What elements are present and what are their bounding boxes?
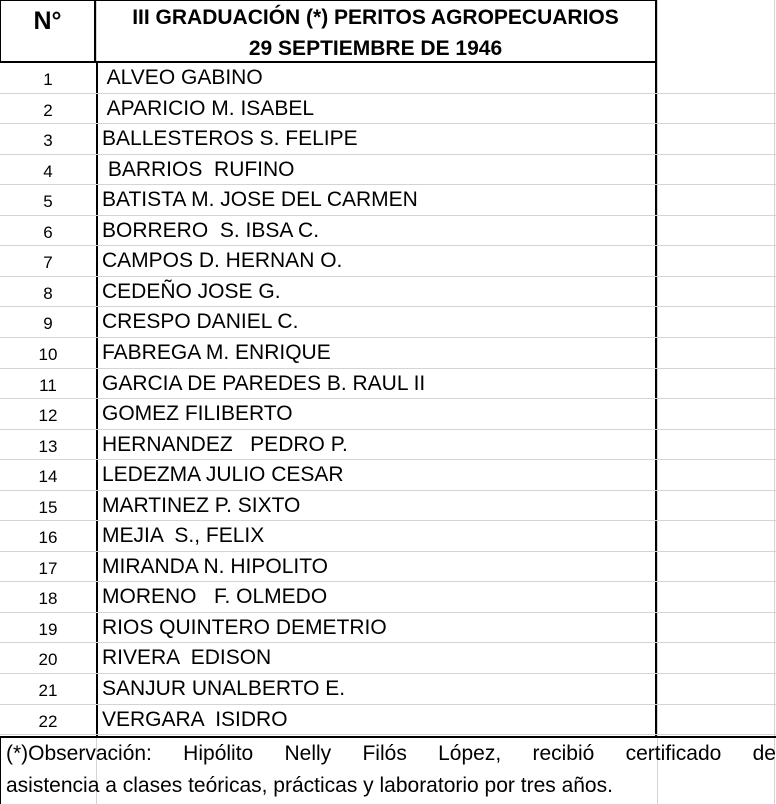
row-number: 16 [38,528,58,548]
graduate-name: LEDEZMA JULIO CESAR [102,463,344,487]
graduate-name: BARRIOS RUFINO [102,157,295,181]
graduate-name: BORRERO S. IBSA C. [102,218,320,242]
row-number: 4 [43,161,53,181]
row-number: 6 [43,222,53,242]
table-row [0,521,776,552]
row-number: 5 [43,192,53,212]
graduate-name: GOMEZ FILIBERTO [102,402,293,426]
graduate-name: VERGARA ISIDRO [102,707,288,731]
grid-line [0,734,776,735]
graduate-name: ALVEO GABINO [102,66,263,89]
row-number: 21 [38,681,58,700]
graduate-name: CEDEÑO JOSE G. [102,279,281,303]
table-row [0,582,776,613]
table-row [0,155,776,186]
table-row [0,124,776,155]
graduate-name: HERNANDEZ PEDRO P. [102,432,348,456]
footnote-line-1: (*)Observación: Hipólito Nelly Filós López, recibió certificado de [6,742,776,765]
graduate-name: BALLESTEROS S. FELIPE [102,127,358,151]
table-row [0,216,776,247]
table-row [0,369,776,400]
graduate-name: APARICIO M. ISABEL [102,96,315,120]
graduate-name: RIOS QUINTERO DEMETRIO [102,615,387,639]
title-line-1: III GRADUACIÓN (*) PERITOS AGROPECUARIOS [132,6,619,29]
graduate-name: MARTINEZ P. SIXTO [102,493,301,517]
graduate-name: SANJUR UNALBERTO E. [102,677,346,700]
graduate-name: GARCIA DE PAREDES B. RAUL II [102,371,426,395]
row-number: 2 [43,100,53,120]
row-number: 19 [38,619,58,639]
graduate-name: BATISTA M. JOSE DEL CARMEN [102,188,418,212]
row-number: 15 [38,497,58,517]
graduate-name: MORENO F. OLMEDO [102,585,328,609]
graduate-name: CRESPO DANIEL C. [102,310,299,334]
row-number: 12 [38,406,58,426]
graduate-name: FABREGA M. ENRIQUE [102,340,331,364]
row-number: 9 [43,314,53,334]
table-row [0,246,776,277]
row-number: 18 [38,589,58,609]
row-number: 14 [38,467,58,487]
number-column-header [0,0,96,62]
table-row [0,491,776,522]
row-number: 20 [38,650,58,670]
table-row [0,399,776,430]
table-row [0,430,776,461]
table-row [0,338,776,369]
table-row [0,552,776,583]
graduate-name: MEJIA S., FELIX [102,524,265,548]
row-number: 8 [43,283,53,303]
table-title [96,0,657,62]
table-row [0,185,776,216]
table-row [0,613,776,644]
graduate-name: CAMPOS D. HERNAN O. [102,249,343,273]
row-number: 13 [38,436,58,456]
table-row [0,277,776,308]
graduate-name: MIRANDA N. HIPOLITO [102,554,328,578]
table-row [0,307,776,338]
table-row [0,94,776,125]
number-header-label: N° [33,7,62,35]
table-row [0,63,776,94]
table-row [0,674,776,705]
title-line-2: 29 SEPTIEMBRE DE 1946 [248,37,503,60]
row-number: 7 [43,253,53,273]
table-row [0,705,776,736]
row-number: 22 [38,711,58,731]
row-number: 11 [39,375,57,395]
graduate-name: RIVERA EDISON [102,646,272,670]
table-row [0,460,776,491]
footnote [0,736,776,804]
row-number: 1 [43,70,53,89]
row-number: 17 [38,558,58,578]
row-number: 3 [43,131,53,151]
footnote-line-2: asistencia a clases teóricas, prácticas y laboratorio por tres años. [6,774,613,797]
table-row [0,643,776,674]
row-number: 10 [38,344,58,364]
